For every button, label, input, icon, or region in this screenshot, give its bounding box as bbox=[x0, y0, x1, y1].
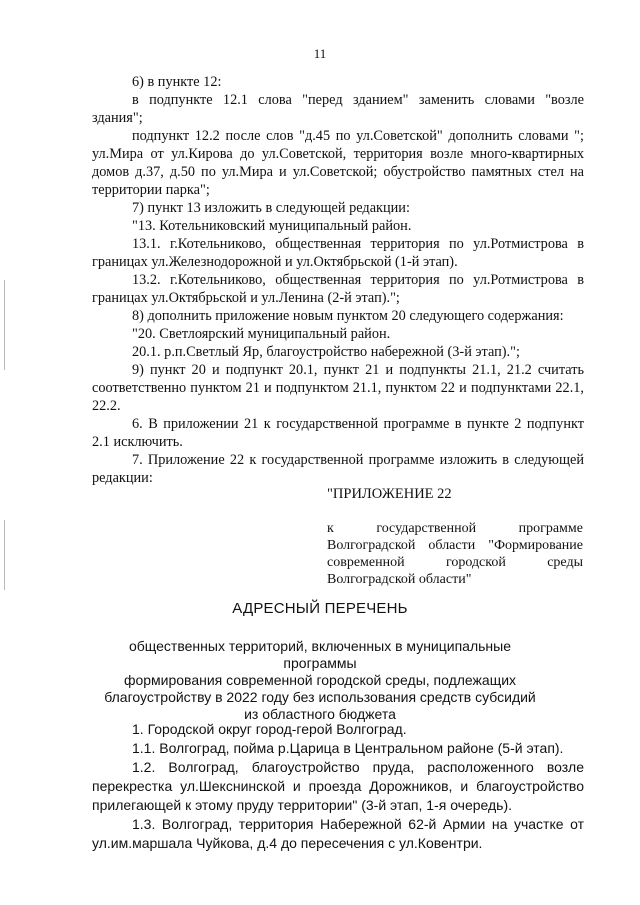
amendment-paragraph: 7. Приложение 22 к государственной программе изложить в следующей редакции: bbox=[92, 452, 584, 486]
appendix-title: "ПРИЛОЖЕНИЕ 22 bbox=[327, 486, 452, 502]
section-heading: АДРЕСНЫЙ ПЕРЕЧЕНЬ bbox=[232, 600, 408, 617]
subheading-line: благоустройству в 2022 году без использования средств субсидий bbox=[104, 689, 536, 705]
amendment-paragraph: "13. Котельниковский муниципальный район. bbox=[132, 218, 412, 234]
amendment-paragraph: 20.1. р.п.Светлый Яр, благоустройство набережной (3-й этап)."; bbox=[132, 344, 520, 360]
margin-mark bbox=[4, 520, 5, 590]
appendix-line: к государственной программе bbox=[327, 521, 583, 536]
margin-mark bbox=[4, 280, 5, 370]
amendment-paragraph: подпункт 12.2 после слов "д.45 по ул.Советской" дополнить словами "; ул.Мира от ул.Кирова до ул.Советской, территория возле много-квартирных домов д.37, д.50 по ул.Мира и ул.Советской; обустройство памятных стел на территории парка"; bbox=[92, 128, 584, 198]
amendment-paragraph: 13.1. г.Котельниково, общественная территория по ул.Ротмистрова в границах ул.Железнодорожной и ул.Октябрьской (1-й этап). bbox=[92, 236, 584, 270]
list-item: 1. Городской округ город-герой Волгоград. bbox=[132, 721, 407, 737]
list-item: 1.3. Волгоград, территория Набережной 62-й Армии на участке от ул.им.маршала Чуйкова, д.4 до пересечения с ул.Ковентри. bbox=[92, 816, 584, 851]
list-item: 1.2. Волгоград, благоустройство пруда, расположенного возле перекрестка ул.Шекснинской и проезда Дорожников, и благоустройство прилегающей к этому пруду территории" (3-й этап, 1-я очередь). bbox=[92, 759, 584, 813]
subheading-line: формирования современной городской среды, подлежащих bbox=[123, 672, 517, 688]
section-subheading bbox=[100, 638, 540, 723]
appendix-line: современной городской среды bbox=[327, 555, 583, 570]
amendments-block bbox=[92, 73, 584, 487]
address-list bbox=[92, 720, 584, 853]
amendment-paragraph: "20. Светлоярский муниципальный район. bbox=[132, 326, 391, 342]
amendment-paragraph: 13.2. г.Котельниково, общественная территория по ул.Ротмистрова в границах ул.Октябрьской и ул.Ленина (2-й этап)."; bbox=[92, 272, 584, 306]
subheading-line: общественных территорий, включенных в муниципальные программы bbox=[128, 638, 511, 671]
amendment-paragraph: 6. В приложении 21 к государственной программе в пункте 2 подпункт 2.1 исключить. bbox=[92, 416, 584, 450]
appendix-subtitle bbox=[327, 520, 583, 588]
amendment-paragraph: в подпункте 12.1 слова "перед зданием" заменить словами "возле здания"; bbox=[92, 92, 584, 126]
amendment-paragraph: 9) пункт 20 и подпункт 20.1, пункт 21 и подпункты 21.1, 21.2 считать соответственно пунктом 21 и подпунктом 21.1, пунктом 22 и подпунктами 22.1, 22.2. bbox=[92, 362, 584, 414]
amendment-paragraph: 7) пункт 13 изложить в следующей редакции: bbox=[132, 200, 410, 216]
amendment-paragraph: 6) в пункте 12: bbox=[132, 74, 222, 90]
appendix-line: Волгоградской области" bbox=[327, 572, 472, 587]
amendment-paragraph: 8) дополнить приложение новым пунктом 20 следующего содержания: bbox=[132, 308, 564, 324]
subheading-line: из областного бюджета bbox=[244, 706, 396, 722]
list-item: 1.1. Волгоград, пойма р.Царица в Центральном районе (5-й этап). bbox=[132, 740, 564, 756]
appendix-line: Волгоградской области "Формирование bbox=[327, 538, 583, 553]
page-number: 11 bbox=[313, 46, 327, 61]
